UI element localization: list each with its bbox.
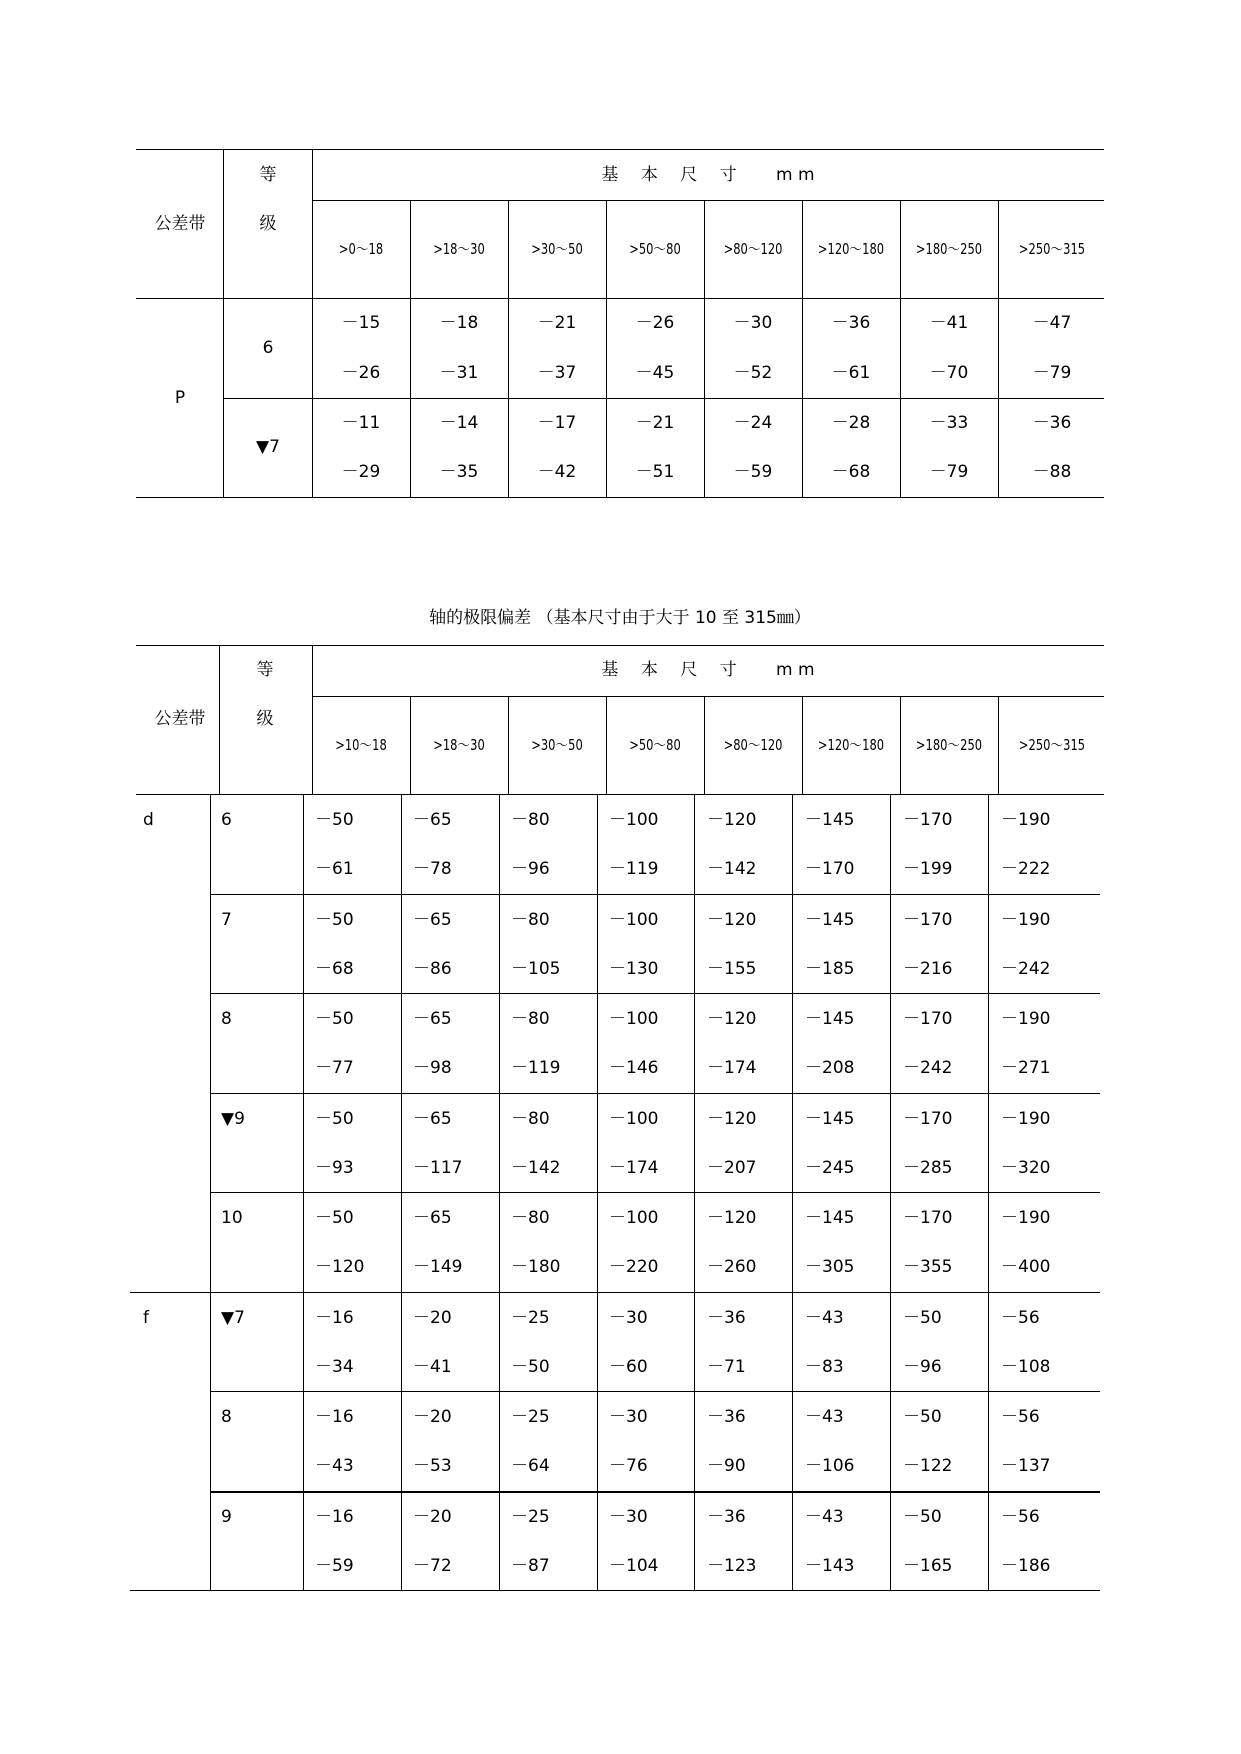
table2-caption: 轴的极限偏差 （基本尺寸由于大于 10 至 315㎜）: [429, 608, 811, 628]
table2-range-header: >250～315: [1018, 736, 1086, 754]
table1-range-header: >50～80: [629, 240, 681, 258]
table2-value-cell: －130: [609, 958, 659, 979]
table2-col-rule: [802, 696, 803, 794]
table2-value-cell: －87: [511, 1555, 550, 1576]
table1-zone-label: P: [174, 388, 186, 408]
table1-value-cell: －26: [635, 313, 675, 333]
table2-zone-label: d: [143, 810, 154, 830]
table2-value-cell: －165: [903, 1555, 953, 1576]
table2-value-cell: －41: [413, 1356, 452, 1377]
table1-value-cell: －21: [635, 413, 675, 433]
table2-value-cell: －16: [315, 1506, 354, 1527]
table2-grade-cell: 6: [221, 810, 232, 830]
table2-row-rule: [210, 1192, 1100, 1193]
table2-value-cell: －120: [707, 1208, 757, 1228]
table2-value-cell: －190: [1001, 810, 1051, 830]
table2-value-cell: －106: [805, 1456, 855, 1476]
table2-col-rule: [900, 696, 901, 794]
table2-value-cell: －145: [805, 1009, 855, 1029]
table2-value-cell: －80: [511, 1009, 550, 1029]
table1-col-rule: [312, 149, 313, 497]
table2-value-cell: －122: [903, 1456, 953, 1476]
table1-value-cell: －21: [537, 313, 577, 333]
table2-value-cell: －119: [511, 1058, 561, 1078]
table2-value-cell: －76: [609, 1456, 648, 1476]
table2-col-rule: [312, 645, 313, 794]
table1-top-rule: [136, 149, 1104, 150]
table2-value-cell: －20: [413, 1506, 452, 1527]
table1-range-header: >80～120: [723, 240, 783, 258]
table2-value-cell: －16: [315, 1307, 354, 1328]
table2-grade-cell: ▼9: [221, 1108, 245, 1129]
table1-value-cell: －45: [635, 363, 675, 383]
table2-value-cell: －355: [903, 1257, 953, 1277]
table1-value-cell: －15: [341, 313, 381, 333]
table2-value-cell: －145: [805, 1208, 855, 1228]
table2-value-cell: －120: [707, 1009, 757, 1029]
table2-value-cell: －56: [1001, 1506, 1040, 1527]
table1-col-rule: [802, 200, 803, 497]
table2-grade-cell: 7: [221, 909, 232, 930]
table1-value-cell: －28: [831, 413, 871, 433]
table2-value-cell: －90: [707, 1456, 746, 1476]
table2-value-cell: －65: [413, 1108, 452, 1129]
table1-range-header: >120～180: [817, 240, 885, 258]
table2-value-cell: －149: [413, 1257, 463, 1277]
table2-value-cell: －65: [413, 1009, 452, 1029]
table2-value-cell: －61: [315, 859, 354, 879]
table1-value-cell: －37: [537, 363, 577, 383]
table1-basic-size-header: 基 本 尺 寸 m m: [601, 165, 815, 185]
table2-value-cell: －199: [903, 859, 953, 879]
table2-value-cell: －216: [903, 958, 953, 979]
table2-value-cell: －64: [511, 1456, 550, 1476]
table2-value-cell: －43: [805, 1307, 844, 1328]
table1-range-header: >250～315: [1018, 240, 1086, 258]
table2-value-cell: －155: [707, 958, 757, 979]
table2-value-cell: －36: [707, 1506, 746, 1527]
table2-value-cell: －65: [413, 909, 452, 930]
table2-value-cell: －36: [707, 1407, 746, 1427]
table2-range-header: >120～180: [817, 736, 885, 754]
table1-value-cell: －42: [537, 462, 577, 482]
table2-value-cell: －222: [1001, 859, 1051, 879]
table2-value-cell: －120: [707, 1108, 757, 1129]
table2-value-cell: －50: [315, 909, 354, 930]
table2-col-rule: [219, 645, 220, 794]
table2-value-cell: －137: [1001, 1456, 1051, 1476]
table1-header-bottom-rule: [136, 298, 1104, 299]
table2-value-cell: －142: [707, 859, 757, 879]
table2-range-header: >10～18: [335, 736, 387, 754]
table2-value-cell: －170: [903, 810, 953, 830]
table2-value-cell: －93: [315, 1157, 354, 1178]
table2-value-cell: －30: [609, 1307, 648, 1328]
table1-value-cell: －79: [929, 462, 969, 482]
table1-value-cell: －18: [439, 313, 479, 333]
table2-value-cell: －80: [511, 810, 550, 830]
table2-value-cell: －170: [903, 1208, 953, 1228]
table2-value-cell: －83: [805, 1356, 844, 1377]
table2-value-cell: －53: [413, 1456, 452, 1476]
table2-value-cell: －271: [1001, 1058, 1051, 1078]
table1-range-header: >30～50: [531, 240, 583, 258]
table2-value-cell: －100: [609, 1208, 659, 1228]
table2-value-cell: －43: [805, 1506, 844, 1527]
table2-value-cell: －145: [805, 1108, 855, 1129]
table2-value-cell: －190: [1001, 1009, 1051, 1029]
table2-range-header: >180～250: [915, 736, 983, 754]
table2-grade-cell: 8: [221, 1407, 232, 1427]
table2-value-cell: －65: [413, 810, 452, 830]
table1-col-rule: [704, 200, 705, 497]
table2-value-cell: －56: [1001, 1407, 1040, 1427]
table1-range-header: >0～18: [338, 240, 384, 258]
table2-value-cell: －80: [511, 1108, 550, 1129]
table1-bottom-rule: [136, 497, 1104, 498]
table2-value-cell: －43: [315, 1456, 354, 1476]
table2-value-cell: －207: [707, 1157, 757, 1178]
table2-value-cell: －71: [707, 1356, 746, 1377]
table2-value-cell: －80: [511, 909, 550, 930]
table2-value-cell: －186: [1001, 1555, 1051, 1576]
table2-value-cell: －72: [413, 1555, 452, 1576]
table1-value-cell: －35: [439, 462, 479, 482]
table2-value-cell: －245: [805, 1157, 855, 1178]
table1-value-cell: －31: [439, 363, 479, 383]
table2-col-rule: [704, 696, 705, 794]
table2-value-cell: －50: [315, 1108, 354, 1129]
table1-value-cell: －88: [1032, 462, 1072, 482]
table1-grade-header-top: 等: [259, 165, 277, 185]
table2-value-cell: －30: [609, 1506, 648, 1527]
table2-value-cell: －145: [805, 810, 855, 830]
table2-col-rule: [998, 696, 999, 794]
table2-value-cell: －170: [805, 859, 855, 879]
table2-value-cell: －96: [903, 1356, 942, 1377]
table1-value-cell: －14: [439, 413, 479, 433]
table2-col-rule: [606, 696, 607, 794]
table2-col-rule: [508, 696, 509, 794]
table2-value-cell: －50: [315, 810, 354, 830]
table2-grade-header-bottom: 级: [256, 709, 274, 729]
table2-value-cell: －120: [707, 810, 757, 830]
table2-value-cell: －50: [903, 1506, 942, 1527]
table1-grade-cell: 6: [262, 338, 274, 358]
table2-value-cell: －78: [413, 859, 452, 879]
table2-value-cell: －400: [1001, 1257, 1051, 1277]
table1-value-cell: －26: [341, 363, 381, 383]
table1-value-cell: －59: [733, 462, 773, 482]
table1-grade-header-bottom: 级: [259, 214, 277, 234]
table2-bottom-rule: [130, 1590, 1100, 1591]
table2-tolerance-zone-header: 公差带: [154, 709, 206, 729]
table2-value-cell: －25: [511, 1407, 550, 1427]
table2-col-rule: [410, 696, 411, 794]
table2-grade-cell: 10: [221, 1208, 243, 1228]
table2-value-cell: －305: [805, 1257, 855, 1277]
table2-row-rule: [210, 1491, 1100, 1493]
table2-row-rule: [210, 894, 1100, 895]
table2-value-cell: －59: [315, 1555, 354, 1576]
table2-range-header: >80～120: [723, 736, 783, 754]
table1-value-cell: －61: [831, 363, 871, 383]
table2-value-cell: －190: [1001, 909, 1051, 930]
table1-col-rule: [223, 149, 224, 497]
table2-value-cell: －285: [903, 1157, 953, 1178]
table2-value-cell: －123: [707, 1555, 757, 1576]
table1-value-cell: －24: [733, 413, 773, 433]
table2-value-cell: －143: [805, 1555, 855, 1576]
table2-value-cell: －174: [707, 1058, 757, 1078]
table2-value-cell: －30: [609, 1407, 648, 1427]
table2-value-cell: －56: [1001, 1307, 1040, 1328]
table1-value-cell: －11: [341, 413, 381, 433]
table2-value-cell: －170: [903, 1009, 953, 1029]
table1-value-cell: －70: [929, 363, 969, 383]
table2-row-rule: [210, 993, 1100, 994]
table1-value-cell: －36: [1032, 413, 1072, 433]
table1-value-cell: －17: [537, 413, 577, 433]
table2-header-bottom-rule: [136, 794, 1104, 795]
table2-value-cell: －105: [511, 958, 561, 979]
table1-range-header: >18～30: [433, 240, 485, 258]
table2-grade-cell: ▼7: [221, 1307, 245, 1328]
table2-value-cell: －190: [1001, 1208, 1051, 1228]
table2-value-cell: －100: [609, 1009, 659, 1029]
table2-header-divider: [312, 696, 1104, 697]
table2-value-cell: －60: [609, 1356, 648, 1377]
table2-value-cell: －50: [511, 1356, 550, 1377]
table2-value-cell: －208: [805, 1058, 855, 1078]
table1-grade-cell: ▼7: [256, 437, 280, 457]
table2-value-cell: －104: [609, 1555, 659, 1576]
table2-value-cell: －34: [315, 1356, 354, 1377]
table2-value-cell: －86: [413, 958, 452, 979]
table2-value-cell: －43: [805, 1407, 844, 1427]
table2-value-cell: －50: [903, 1307, 942, 1328]
table2-value-cell: －174: [609, 1157, 659, 1178]
table1-value-cell: －52: [733, 363, 773, 383]
table1-value-cell: －41: [929, 313, 969, 333]
table1-value-cell: －30: [733, 313, 773, 333]
table2-range-header: >50～80: [629, 736, 681, 754]
table2-value-cell: －20: [413, 1407, 452, 1427]
table2-value-cell: －142: [511, 1157, 561, 1178]
table1-value-cell: －29: [341, 462, 381, 482]
table2-value-cell: －260: [707, 1257, 757, 1277]
table2-value-cell: －20: [413, 1307, 452, 1328]
table2-value-cell: －120: [315, 1257, 365, 1277]
table2-value-cell: －36: [707, 1307, 746, 1328]
table2-value-cell: －185: [805, 958, 855, 979]
table2-grade-cell: 8: [221, 1009, 232, 1029]
table2-value-cell: －120: [707, 909, 757, 930]
table2-grade-header-top: 等: [256, 660, 274, 680]
table2-value-cell: －119: [609, 859, 659, 879]
table1-value-cell: －33: [929, 413, 969, 433]
table1-value-cell: －47: [1032, 313, 1072, 333]
table2-value-cell: －117: [413, 1157, 463, 1178]
table2-row-rule: [210, 1093, 1100, 1094]
table2-value-cell: －180: [511, 1257, 561, 1277]
table2-value-cell: －100: [609, 909, 659, 930]
table2-value-cell: －25: [511, 1506, 550, 1527]
table2-row-rule: [210, 1391, 1100, 1392]
table2-grade-cell: 9: [221, 1506, 232, 1527]
table2-value-cell: －77: [315, 1058, 354, 1078]
table2-group-rule: [130, 1292, 1100, 1293]
table2-value-cell: －16: [315, 1407, 354, 1427]
table2-range-header: >30～50: [531, 736, 583, 754]
table2-value-cell: －320: [1001, 1157, 1051, 1178]
table2-value-cell: －50: [315, 1009, 354, 1029]
table2-value-cell: －170: [903, 1108, 953, 1129]
table2-value-cell: －108: [1001, 1356, 1051, 1377]
table1-value-cell: －51: [635, 462, 675, 482]
table2-value-cell: －242: [903, 1058, 953, 1078]
table1-row-divider: [223, 398, 1104, 399]
table1-header-divider: [312, 200, 1104, 201]
table2-value-cell: －100: [609, 810, 659, 830]
table2-value-cell: －65: [413, 1208, 452, 1228]
table1-col-rule: [900, 200, 901, 497]
table1-col-rule: [606, 200, 607, 497]
table2-basic-size-header: 基 本 尺 寸 m m: [601, 660, 815, 680]
table1-value-cell: －68: [831, 462, 871, 482]
table2-value-cell: －146: [609, 1058, 659, 1078]
table2-value-cell: －145: [805, 909, 855, 930]
table1-col-rule: [508, 200, 509, 497]
table1-tolerance-zone-header: 公差带: [154, 214, 206, 234]
table1-col-rule: [410, 200, 411, 497]
table2-value-cell: －68: [315, 958, 354, 979]
table2-value-cell: －96: [511, 859, 550, 879]
table1-range-header: >180～250: [915, 240, 983, 258]
table2-value-cell: －25: [511, 1307, 550, 1328]
table2-zone-label: f: [143, 1307, 149, 1328]
table2-value-cell: －100: [609, 1108, 659, 1129]
table2-range-header: >18～30: [433, 736, 485, 754]
table2-value-cell: －50: [903, 1407, 942, 1427]
table1-value-cell: －79: [1032, 363, 1072, 383]
table2-value-cell: －170: [903, 909, 953, 930]
table2-value-cell: －80: [511, 1208, 550, 1228]
table1-value-cell: －36: [831, 313, 871, 333]
table2-value-cell: －50: [315, 1208, 354, 1228]
table2-top-rule: [136, 645, 1104, 646]
table2-value-cell: －242: [1001, 958, 1051, 979]
table2-value-cell: －190: [1001, 1108, 1051, 1129]
table1-col-rule: [998, 200, 999, 497]
table2-value-cell: －220: [609, 1257, 659, 1277]
table2-value-cell: －98: [413, 1058, 452, 1078]
